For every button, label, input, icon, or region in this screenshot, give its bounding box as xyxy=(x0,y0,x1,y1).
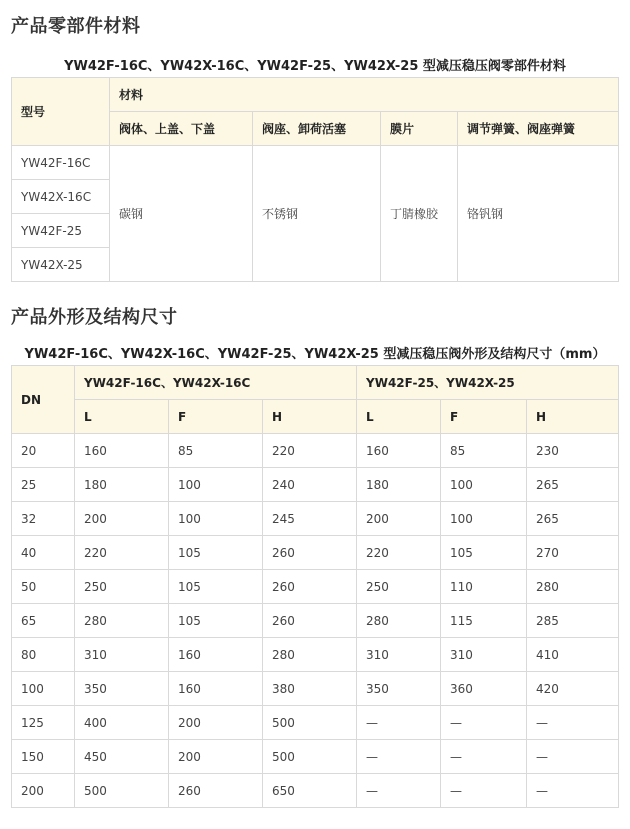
dimension-cell: 280 xyxy=(357,604,441,638)
dimension-cell: 350 xyxy=(357,672,441,706)
model-header: 型号 xyxy=(12,78,110,146)
dimension-cell: 100 xyxy=(441,468,527,502)
dn-cell: 40 xyxy=(12,536,75,570)
material-cell: 丁腈橡胶 xyxy=(381,146,458,282)
sub-header: L xyxy=(75,400,169,434)
table-row xyxy=(12,468,619,502)
dimension-cell: 115 xyxy=(441,604,527,638)
dimension-cell: 265 xyxy=(527,502,619,536)
dimension-cell: 85 xyxy=(441,434,527,468)
dimension-cell: 260 xyxy=(263,536,357,570)
sub-header: L xyxy=(357,400,441,434)
material-column-header: 阀座、卸荷活塞 xyxy=(253,112,381,146)
dimension-cell: 105 xyxy=(169,604,263,638)
dn-cell: 20 xyxy=(12,434,75,468)
dimension-cell: — xyxy=(357,740,441,774)
dimension-cell: 380 xyxy=(263,672,357,706)
dn-cell: 125 xyxy=(12,706,75,740)
dimension-cell: 260 xyxy=(263,604,357,638)
dimension-cell: 200 xyxy=(169,740,263,774)
dimension-cell: 450 xyxy=(75,740,169,774)
dimensions-body xyxy=(12,434,619,808)
dimension-cell: — xyxy=(357,706,441,740)
model-cell: YW42F-16C xyxy=(12,146,110,180)
dimension-cell: 360 xyxy=(441,672,527,706)
dimension-cell: 100 xyxy=(169,502,263,536)
dimension-cell: 650 xyxy=(263,774,357,808)
dimension-cell: 270 xyxy=(527,536,619,570)
dn-header: DN xyxy=(12,366,75,434)
dimensions-table xyxy=(11,365,619,808)
dimension-cell: 260 xyxy=(169,774,263,808)
dimension-cell: — xyxy=(527,706,619,740)
material-header: 材料 xyxy=(110,78,619,112)
dimension-cell: 410 xyxy=(527,638,619,672)
dimensions-heading: 产品外形及结构尺寸 xyxy=(11,307,178,328)
dimension-cell: 200 xyxy=(169,706,263,740)
dimension-cell: 250 xyxy=(75,570,169,604)
table-row xyxy=(12,434,619,468)
dimension-cell: 100 xyxy=(169,468,263,502)
materials-table xyxy=(11,77,619,282)
dn-cell: 200 xyxy=(12,774,75,808)
dimension-cell: 100 xyxy=(441,502,527,536)
material-cell: 不锈钢 xyxy=(253,146,381,282)
dimension-cell: 105 xyxy=(169,570,263,604)
table-row xyxy=(12,604,619,638)
group-header: YW42F-25、YW42X-25 xyxy=(357,366,619,400)
table-row xyxy=(12,570,619,604)
dimension-cell: 350 xyxy=(75,672,169,706)
dimension-cell: 230 xyxy=(527,434,619,468)
dimension-cell: 400 xyxy=(75,706,169,740)
table-row xyxy=(12,502,619,536)
dimension-cell: 105 xyxy=(169,536,263,570)
dn-cell: 25 xyxy=(12,468,75,502)
dimension-cell: — xyxy=(441,706,527,740)
material-column-header: 膜片 xyxy=(381,112,458,146)
model-cell: YW42X-16C xyxy=(12,180,110,214)
model-cell: YW42X-25 xyxy=(12,248,110,282)
table-row xyxy=(12,706,619,740)
dimension-cell: 265 xyxy=(527,468,619,502)
dimension-cell: 160 xyxy=(169,672,263,706)
dn-cell: 32 xyxy=(12,502,75,536)
model-cell: YW42F-25 xyxy=(12,214,110,248)
dimension-cell: 180 xyxy=(75,468,169,502)
dimension-cell: — xyxy=(527,740,619,774)
table-row xyxy=(12,536,619,570)
dimension-cell: — xyxy=(527,774,619,808)
dimensions-caption: YW42F-16C、YW42X-16C、YW42F-25、YW42X-25 型减压稳压阀外形及结构尺寸（mm） xyxy=(24,347,606,362)
materials-caption: YW42F-16C、YW42X-16C、YW42F-25、YW42X-25 型减压稳压阀零部件材料 xyxy=(64,59,566,74)
dn-cell: 50 xyxy=(12,570,75,604)
dimension-cell: — xyxy=(357,774,441,808)
dimension-cell: — xyxy=(441,774,527,808)
table-row xyxy=(12,672,619,706)
dimension-cell: 220 xyxy=(263,434,357,468)
dimension-cell: 180 xyxy=(357,468,441,502)
group-header: YW42F-16C、YW42X-16C xyxy=(75,366,357,400)
sub-header: H xyxy=(263,400,357,434)
dimension-cell: 310 xyxy=(441,638,527,672)
sub-header: H xyxy=(527,400,619,434)
dn-cell: 80 xyxy=(12,638,75,672)
dimension-cell: 160 xyxy=(357,434,441,468)
dimension-cell: 220 xyxy=(357,536,441,570)
dimension-cell: 280 xyxy=(263,638,357,672)
dimension-cell: 280 xyxy=(75,604,169,638)
dimension-cell: 200 xyxy=(357,502,441,536)
material-column-header: 阀体、上盖、下盖 xyxy=(110,112,253,146)
dimension-cell: 250 xyxy=(357,570,441,604)
dimension-cell: 260 xyxy=(263,570,357,604)
dimension-cell: 245 xyxy=(263,502,357,536)
dimension-cell: 500 xyxy=(263,740,357,774)
dimension-cell: 200 xyxy=(75,502,169,536)
dn-cell: 100 xyxy=(12,672,75,706)
sub-header: F xyxy=(441,400,527,434)
dimension-cell: 110 xyxy=(441,570,527,604)
dimension-cell: 220 xyxy=(75,536,169,570)
dimension-cell: — xyxy=(441,740,527,774)
dimension-cell: 500 xyxy=(263,706,357,740)
dimension-cell: 85 xyxy=(169,434,263,468)
material-cell: 铬钒钢 xyxy=(458,146,619,282)
dimension-cell: 240 xyxy=(263,468,357,502)
dimension-cell: 280 xyxy=(527,570,619,604)
dimension-cell: 160 xyxy=(169,638,263,672)
table-row xyxy=(12,146,619,180)
dn-cell: 150 xyxy=(12,740,75,774)
material-cell: 碳钢 xyxy=(110,146,253,282)
table-row xyxy=(12,638,619,672)
material-column-header: 调节弹簧、阀座弹簧 xyxy=(458,112,619,146)
dn-cell: 65 xyxy=(12,604,75,638)
dimension-cell: 310 xyxy=(357,638,441,672)
dimension-cell: 285 xyxy=(527,604,619,638)
table-row xyxy=(12,740,619,774)
dimension-cell: 500 xyxy=(75,774,169,808)
sub-header: F xyxy=(169,400,263,434)
dimension-cell: 310 xyxy=(75,638,169,672)
dimension-cell: 160 xyxy=(75,434,169,468)
materials-heading: 产品零部件材料 xyxy=(11,16,141,37)
table-row xyxy=(12,774,619,808)
dimension-cell: 105 xyxy=(441,536,527,570)
dimension-cell: 420 xyxy=(527,672,619,706)
